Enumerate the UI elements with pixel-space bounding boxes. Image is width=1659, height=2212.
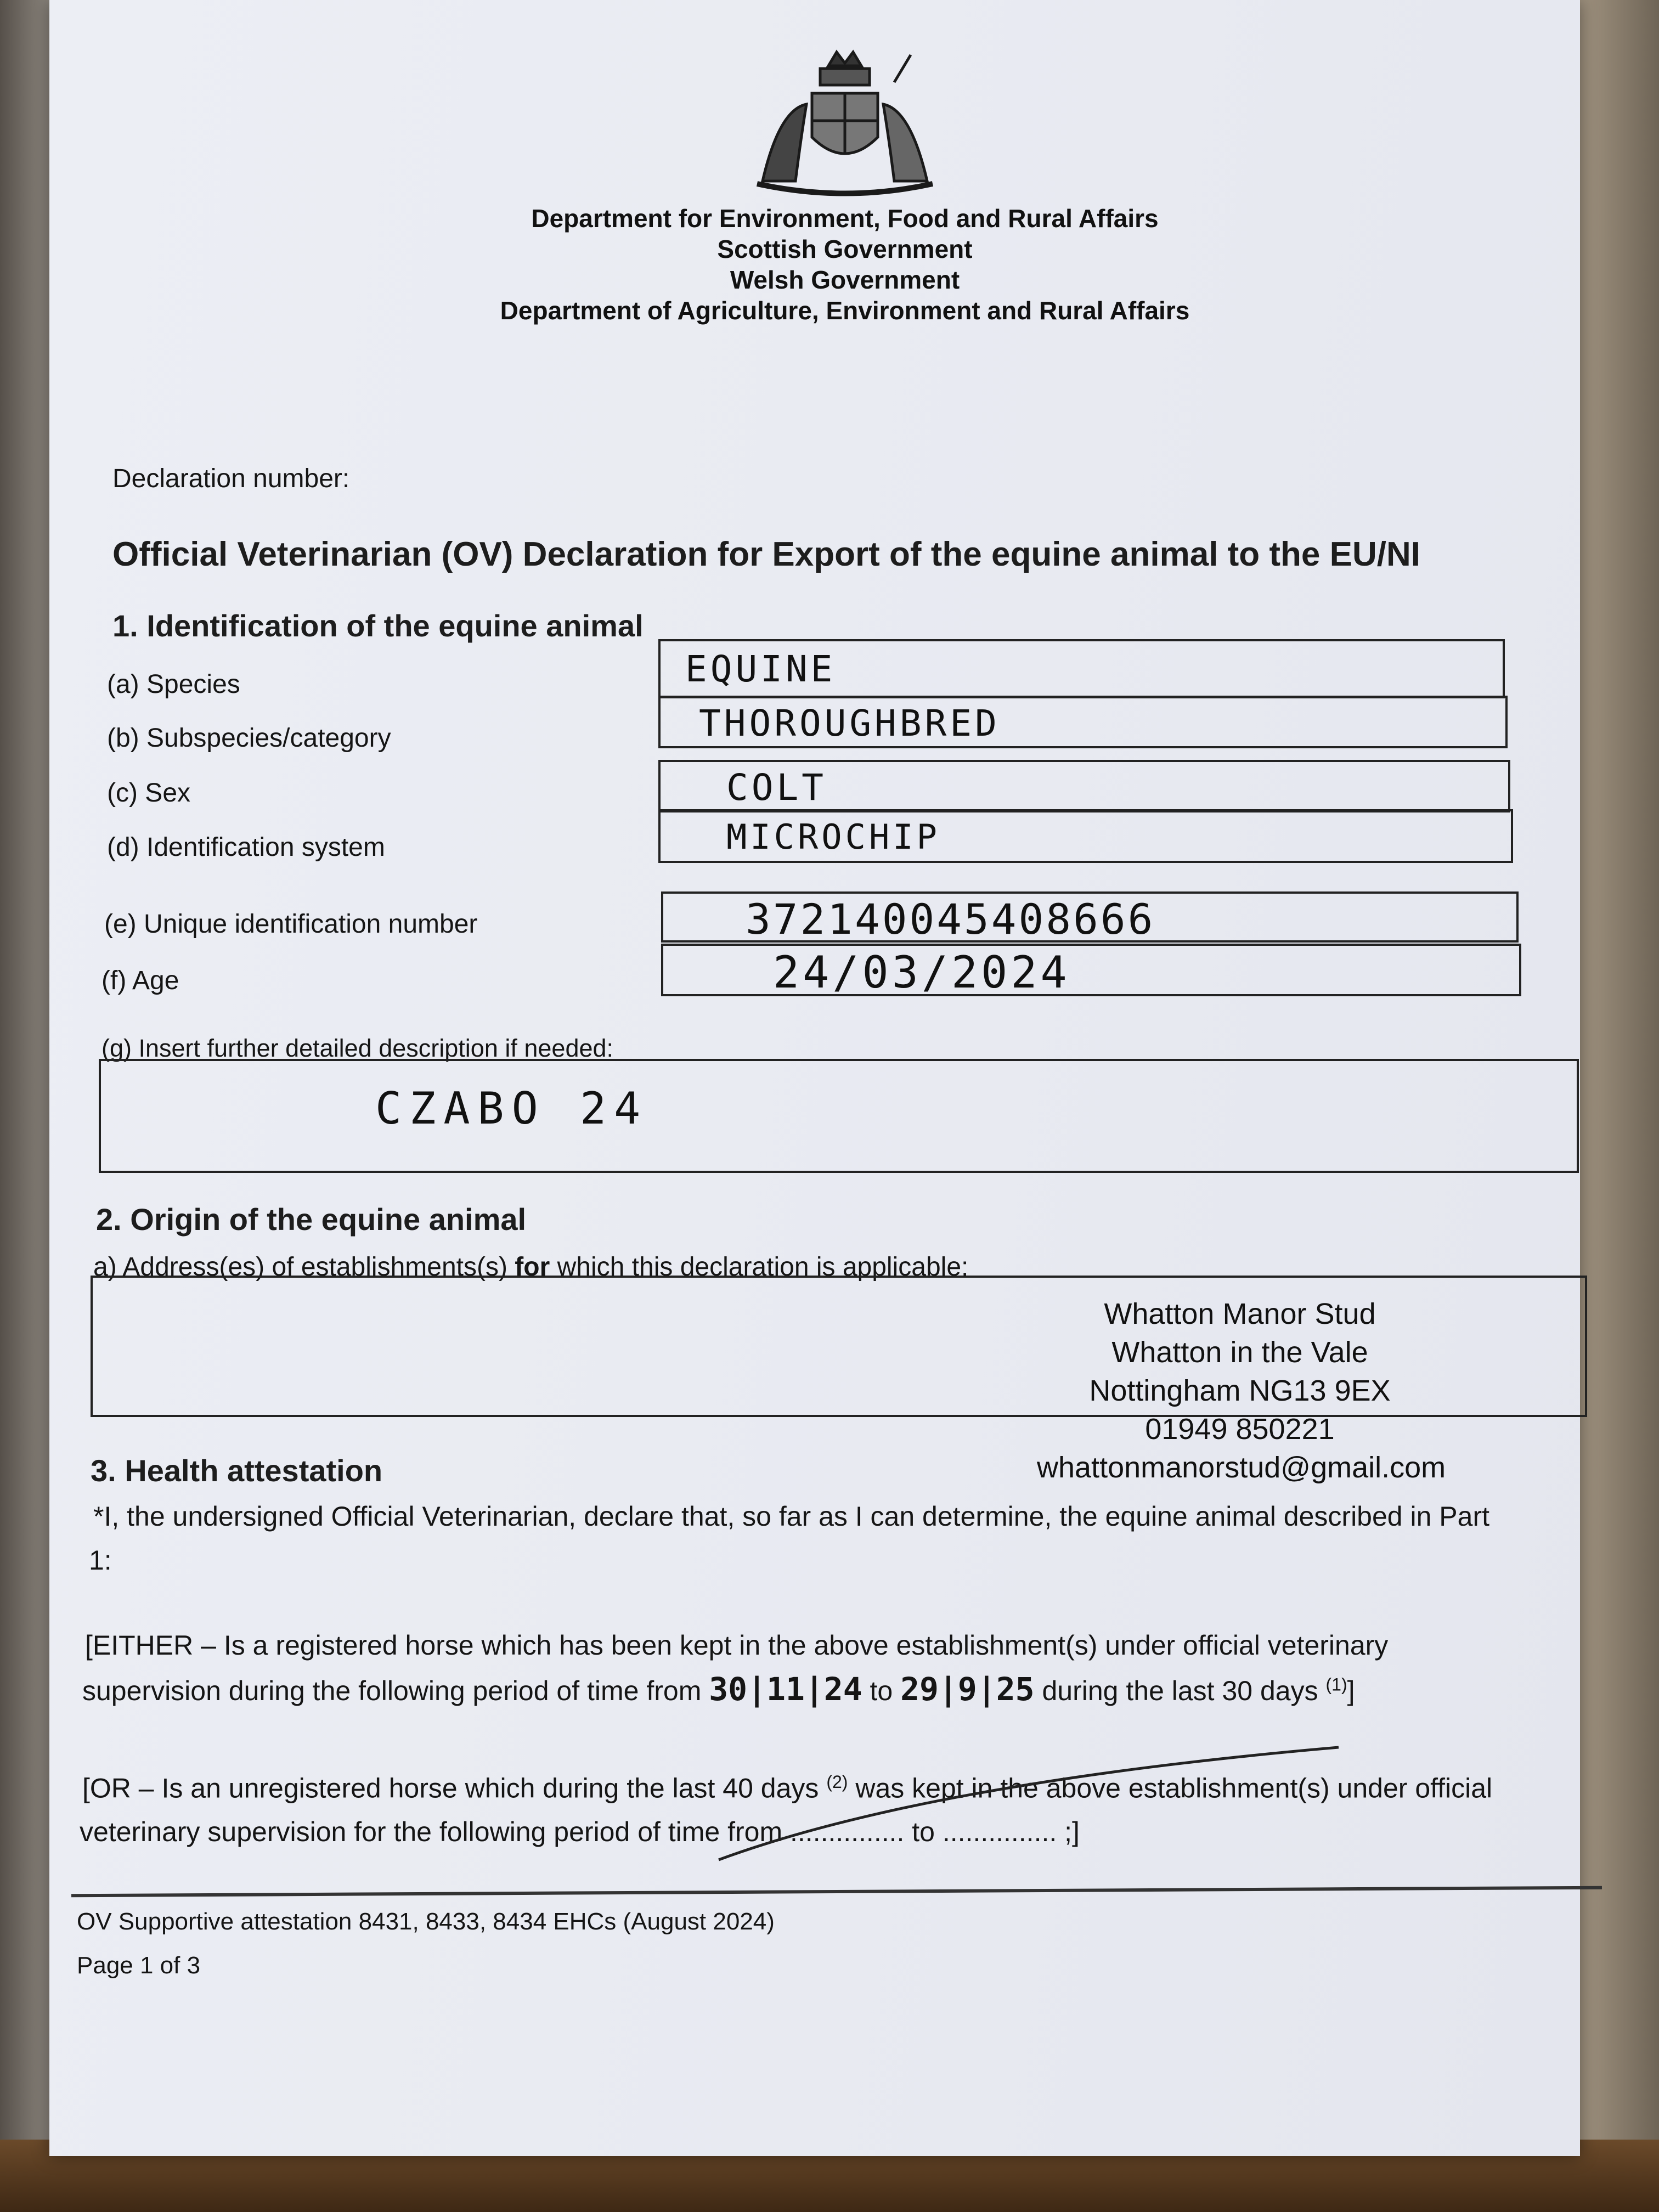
unique-id-label: (e) Unique identification number	[104, 910, 478, 939]
identification-system-field[interactable]	[658, 809, 1513, 863]
strike-through-mark	[708, 1739, 1366, 1871]
either-line2: supervision during the following period of time from 30|11|24 to 29|9|25 during the last 30 days $^{(1)}$]	[82, 1671, 1355, 1708]
section1-heading: 1. Identification of the equine animal	[112, 608, 644, 643]
or-line1: [OR – Is an unregistered horse which during the last 40 days $^{(2)}$ was kept in the above establishment(s) under official	[82, 1772, 1493, 1804]
age-field[interactable]	[661, 944, 1521, 996]
footer-divider	[71, 1886, 1602, 1898]
either-line1: [EITHER – Is a registered horse which has been kept in the above establishment(s) under official veterinary	[85, 1630, 1389, 1661]
attestation-intro-line1: *I, the undersigned Official Veterinarian, declare that, so far as I can determine, the equine animal described in Part	[93, 1501, 1489, 1532]
sex-field[interactable]	[658, 760, 1510, 812]
subspecies-value: THOROUGHBRED	[699, 702, 1000, 744]
unique-id-field[interactable]	[661, 891, 1519, 943]
section3-heading: 3. Health attestation	[91, 1453, 383, 1488]
address-line: Whatton in the Vale	[1111, 1336, 1368, 1369]
address-line: 01949 850221	[1145, 1413, 1335, 1446]
document-title: Official Veterinarian (OV) Declaration for Export of the equine animal to the EU/NI	[112, 535, 1420, 573]
background-left	[0, 0, 49, 2212]
address-email: whattonmanorstud@gmail.com	[1037, 1451, 1446, 1484]
stamp-address	[1037, 1295, 1446, 1487]
age-value: 24/03/2024	[773, 947, 1070, 998]
unique-id-value: 372140045408666	[746, 895, 1155, 944]
species-label: (a) Species	[107, 670, 240, 699]
section2-heading: 2. Origin of the equine animal	[96, 1202, 527, 1237]
footer-reference: OV Supportive attestation 8431, 8433, 8434 EHCs (August 2024)	[77, 1908, 775, 1935]
further-description-field[interactable]	[99, 1059, 1579, 1173]
royal-crest-logo	[746, 44, 944, 198]
age-label: (f) Age	[101, 966, 179, 995]
page-number: Page 1 of 3	[77, 1952, 201, 1979]
dept-welsh-gov: Welsh Government	[730, 266, 960, 294]
subspecies-label: (b) Subspecies/category	[107, 724, 391, 753]
further-description-label: (g) Insert further detailed description if needed:	[101, 1034, 614, 1062]
or-line2: veterinary supervision for the following period of time from ............... to ............... ;]	[80, 1816, 1080, 1847]
dept-daera: Department of Agriculture, Environment and Rural Affairs	[500, 296, 1190, 325]
sex-label: (c) Sex	[107, 778, 191, 808]
document-page	[49, 0, 1580, 2156]
sex-value: COLT	[726, 766, 827, 809]
either-to-date: 29|9|25	[900, 1671, 1035, 1708]
attestation-intro-line2: 1:	[89, 1545, 112, 1576]
either-from-date: 30|11|24	[709, 1671, 862, 1708]
identification-system-label: (d) Identification system	[107, 833, 385, 862]
dept-defra: Department for Environment, Food and Rural Affairs	[531, 204, 1159, 233]
dept-scottish-gov: Scottish Government	[717, 235, 973, 263]
background-right	[1569, 0, 1659, 2212]
address-line: Whatton Manor Stud	[1104, 1297, 1376, 1330]
address-label: a) Address(es) of establishments(s) for which this declaration is applicable:	[93, 1252, 969, 1282]
address-line: Nottingham NG13 9EX	[1089, 1374, 1391, 1407]
species-value: EQUINE	[685, 648, 836, 690]
declaration-number-label: Declaration number:	[112, 464, 350, 493]
subspecies-field[interactable]	[658, 696, 1508, 748]
identification-system-value: MICROCHIP	[726, 817, 940, 857]
species-field[interactable]	[658, 639, 1505, 698]
further-description-value: CZABO 24	[375, 1083, 648, 1134]
